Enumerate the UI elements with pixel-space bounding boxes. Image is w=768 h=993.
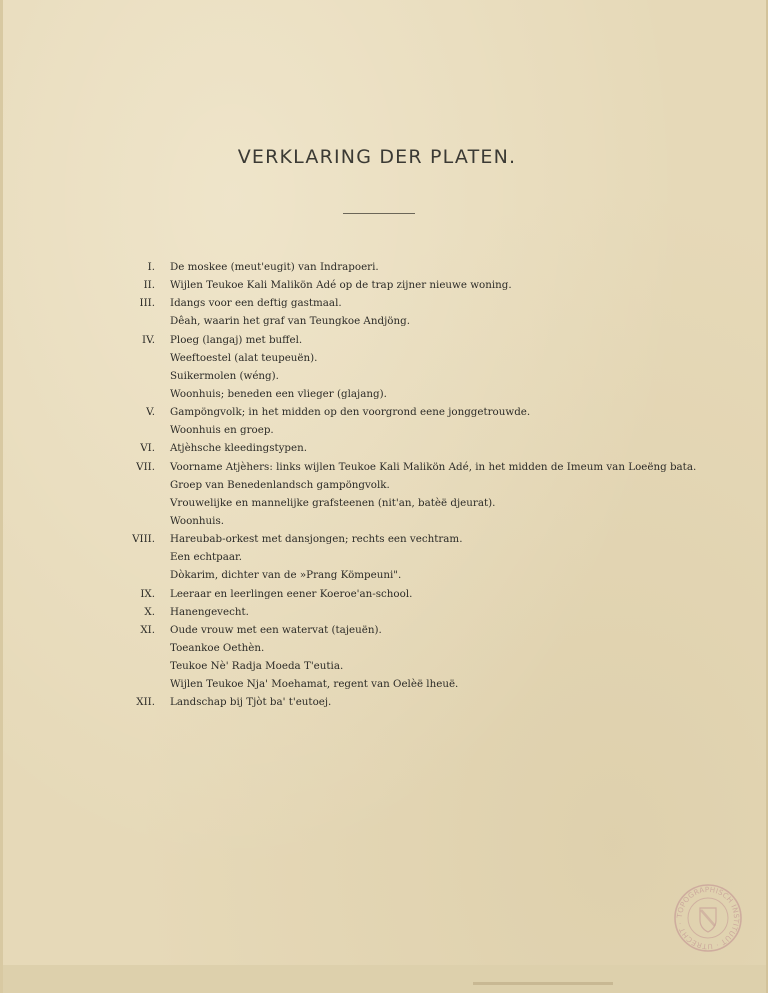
- plate-caption: Vrouwelijke en mannelijke grafsteenen (nit'an, batèë djeurat).: [170, 496, 496, 509]
- page-bottom-strip: [3, 965, 766, 993]
- title-divider: [343, 213, 415, 214]
- plate-caption: Toeankoe Oethèn.: [170, 641, 265, 654]
- plate-number: VIII.: [132, 533, 155, 546]
- plate-entry: [3, 279, 751, 297]
- plate-caption: Hareubab-orkest met dansjongen; rechts een vechtram.: [170, 533, 463, 546]
- page-title: VERKLARING DER PLATEN.: [237, 146, 517, 168]
- plate-entry: [3, 406, 751, 424]
- plate-entry: [3, 442, 751, 460]
- plate-number: VII.: [136, 460, 155, 473]
- plate-caption: Idangs voor een deftig gastmaal.: [170, 297, 342, 310]
- plate-caption: Dêah, waarin het graf van Teungkoe Andjöng.: [170, 315, 410, 328]
- plate-number: IV.: [142, 333, 155, 346]
- plate-number: XII.: [136, 696, 155, 709]
- plate-entry: [3, 515, 751, 533]
- plate-caption: Wijlen Teukoe Nja' Moehamat, regent van Oelèë lheuë.: [170, 678, 459, 691]
- page-bottom-edge: [473, 982, 613, 985]
- plate-entry: [3, 352, 751, 370]
- plate-entry: [3, 370, 751, 388]
- plate-number: X.: [144, 605, 155, 618]
- plate-entry: [3, 297, 751, 315]
- plate-caption: Teukoe Nè' Radja Moeda T'eutia.: [170, 660, 344, 673]
- plate-caption: Woonhuis.: [170, 514, 225, 527]
- plate-caption: Dòkarim, dichter van de »Prang Kömpeuni".: [170, 569, 402, 582]
- plate-entry: [3, 660, 751, 678]
- plate-number: III.: [139, 297, 155, 310]
- plate-entry: [3, 497, 751, 515]
- plate-number: V.: [146, 406, 155, 419]
- plate-number: I.: [147, 261, 155, 273]
- plate-caption: Atjèhsche kleedingstypen.: [170, 442, 308, 455]
- plate-caption: Een echtpaar.: [170, 551, 243, 564]
- plate-entry: [3, 334, 751, 352]
- plate-list: [3, 261, 751, 715]
- plate-caption: Hanengevecht.: [170, 605, 249, 618]
- stamp-text: TOPOGRAPHISCH INSTITUUT · UTRECHT ·: [674, 884, 742, 952]
- plate-caption: Groep van Benedenlandsch gampöngvolk.: [170, 478, 390, 491]
- plate-entry: [3, 678, 751, 696]
- plate-caption: Voorname Atjèhers: links wijlen Teukoe Kali Malikön Adé, in het midden de Imeum van Loeëng bata.: [170, 460, 697, 473]
- plate-caption: Landschap bij Tjòt ba' t'eutoej.: [170, 696, 332, 709]
- plate-entry: [3, 624, 751, 642]
- plate-entry: [3, 424, 751, 442]
- plate-caption: Suikermolen (wéng).: [170, 369, 279, 382]
- plate-caption: Ploeg (langaj) met buffel.: [170, 333, 303, 346]
- plate-entry: [3, 315, 751, 333]
- plate-entry: [3, 588, 751, 606]
- plate-number: XI.: [140, 623, 155, 636]
- plate-caption: Weeftoestel (alat teupeuën).: [170, 351, 318, 364]
- plate-entry: [3, 551, 751, 569]
- plate-caption: Wijlen Teukoe Kali Malikön Adé op de trap zijner nieuwe woning.: [170, 279, 512, 292]
- plate-entry: [3, 642, 751, 660]
- plate-entry: [3, 569, 751, 587]
- plate-entry: [3, 388, 751, 406]
- plate-caption: Woonhuis en groep.: [170, 424, 274, 437]
- plate-number: II.: [143, 279, 155, 292]
- plate-entry: [3, 479, 751, 497]
- plate-caption: Gampöngvolk; in het midden op den voorgrond eene jonggetrouwde.: [170, 406, 531, 419]
- plate-caption: De moskee (meut'eugit) van Indrapoeri.: [170, 261, 379, 273]
- plate-caption: Leeraar en leerlingen eener Koeroe'an-school.: [170, 587, 413, 600]
- plate-caption: Woonhuis; beneden een vlieger (glajang).: [170, 387, 387, 400]
- plate-entry: [3, 606, 751, 624]
- plate-entry: [3, 696, 751, 714]
- plate-entry: [3, 261, 751, 279]
- plate-number: VI.: [140, 442, 155, 455]
- library-stamp-icon: [672, 882, 744, 954]
- plate-number: IX.: [140, 587, 155, 600]
- plate-caption: Oude vrouw met een watervat (tajeuën).: [170, 623, 382, 636]
- plate-entry: [3, 461, 751, 479]
- plate-entry: [3, 533, 751, 551]
